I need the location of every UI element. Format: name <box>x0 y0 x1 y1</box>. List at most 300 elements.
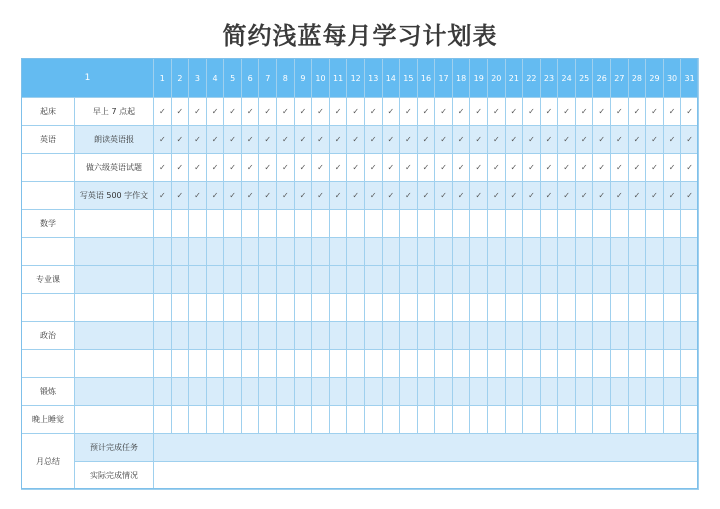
day-cell[interactable] <box>189 406 207 434</box>
day-cell[interactable] <box>400 350 418 378</box>
day-cell[interactable] <box>663 322 681 350</box>
day-cell[interactable] <box>294 350 312 378</box>
day-cell[interactable] <box>154 322 172 350</box>
day-cell[interactable] <box>224 238 242 266</box>
day-cell[interactable] <box>646 322 664 350</box>
day-cell[interactable] <box>189 378 207 406</box>
check-mark-icon[interactable]: ✓ <box>523 98 541 126</box>
check-mark-icon[interactable]: ✓ <box>417 126 435 154</box>
day-cell[interactable] <box>347 266 365 294</box>
day-cell[interactable] <box>224 210 242 238</box>
day-cell[interactable] <box>452 294 470 322</box>
day-cell[interactable] <box>611 238 629 266</box>
day-cell[interactable] <box>452 406 470 434</box>
day-cell[interactable] <box>417 210 435 238</box>
day-cell[interactable] <box>488 210 506 238</box>
day-cell[interactable] <box>224 266 242 294</box>
day-cell[interactable] <box>206 406 224 434</box>
check-mark-icon[interactable]: ✓ <box>452 98 470 126</box>
check-mark-icon[interactable]: ✓ <box>681 126 699 154</box>
day-cell[interactable] <box>294 294 312 322</box>
check-mark-icon[interactable]: ✓ <box>294 126 312 154</box>
day-cell[interactable] <box>312 378 330 406</box>
day-cell[interactable] <box>611 322 629 350</box>
day-cell[interactable] <box>171 238 189 266</box>
check-mark-icon[interactable]: ✓ <box>628 154 646 182</box>
day-cell[interactable] <box>663 210 681 238</box>
check-mark-icon[interactable]: ✓ <box>540 126 558 154</box>
check-mark-icon[interactable]: ✓ <box>505 126 523 154</box>
day-cell[interactable] <box>575 406 593 434</box>
day-cell[interactable] <box>681 322 699 350</box>
day-cell[interactable] <box>523 322 541 350</box>
day-cell[interactable] <box>171 294 189 322</box>
day-cell[interactable] <box>435 210 453 238</box>
check-mark-icon[interactable]: ✓ <box>241 126 259 154</box>
check-mark-icon[interactable]: ✓ <box>277 182 295 210</box>
day-cell[interactable] <box>488 322 506 350</box>
day-cell[interactable] <box>259 238 277 266</box>
check-mark-icon[interactable]: ✓ <box>364 154 382 182</box>
day-cell[interactable] <box>452 266 470 294</box>
day-cell[interactable] <box>277 406 295 434</box>
day-cell[interactable] <box>312 238 330 266</box>
day-cell[interactable] <box>189 210 207 238</box>
day-cell[interactable] <box>364 210 382 238</box>
check-mark-icon[interactable]: ✓ <box>435 98 453 126</box>
day-cell[interactable] <box>488 266 506 294</box>
day-cell[interactable] <box>523 406 541 434</box>
day-cell[interactable] <box>259 210 277 238</box>
day-cell[interactable] <box>189 294 207 322</box>
day-cell[interactable] <box>663 378 681 406</box>
day-cell[interactable] <box>611 378 629 406</box>
check-mark-icon[interactable]: ✓ <box>259 98 277 126</box>
day-cell[interactable] <box>400 406 418 434</box>
day-cell[interactable] <box>628 406 646 434</box>
day-cell[interactable] <box>435 266 453 294</box>
check-mark-icon[interactable]: ✓ <box>312 154 330 182</box>
day-cell[interactable] <box>171 322 189 350</box>
day-cell[interactable] <box>593 266 611 294</box>
check-mark-icon[interactable]: ✓ <box>663 98 681 126</box>
day-cell[interactable] <box>470 406 488 434</box>
check-mark-icon[interactable]: ✓ <box>154 98 172 126</box>
day-cell[interactable] <box>417 406 435 434</box>
day-cell[interactable] <box>400 378 418 406</box>
day-cell[interactable] <box>523 350 541 378</box>
day-cell[interactable] <box>505 350 523 378</box>
check-mark-icon[interactable]: ✓ <box>400 126 418 154</box>
day-cell[interactable] <box>364 406 382 434</box>
check-mark-icon[interactable]: ✓ <box>505 98 523 126</box>
day-cell[interactable] <box>663 350 681 378</box>
day-cell[interactable] <box>575 238 593 266</box>
day-cell[interactable] <box>189 266 207 294</box>
day-cell[interactable] <box>312 210 330 238</box>
day-cell[interactable] <box>400 294 418 322</box>
check-mark-icon[interactable]: ✓ <box>400 182 418 210</box>
planned-input[interactable] <box>154 434 699 462</box>
day-cell[interactable] <box>224 378 242 406</box>
check-mark-icon[interactable]: ✓ <box>575 154 593 182</box>
day-cell[interactable] <box>206 378 224 406</box>
day-cell[interactable] <box>277 322 295 350</box>
day-cell[interactable] <box>558 238 576 266</box>
day-cell[interactable] <box>558 322 576 350</box>
check-mark-icon[interactable]: ✓ <box>575 98 593 126</box>
day-cell[interactable] <box>259 322 277 350</box>
check-mark-icon[interactable]: ✓ <box>224 154 242 182</box>
day-cell[interactable] <box>663 294 681 322</box>
day-cell[interactable] <box>347 238 365 266</box>
day-cell[interactable] <box>382 350 400 378</box>
day-cell[interactable] <box>277 210 295 238</box>
check-mark-icon[interactable]: ✓ <box>400 98 418 126</box>
check-mark-icon[interactable]: ✓ <box>558 182 576 210</box>
day-cell[interactable] <box>452 238 470 266</box>
check-mark-icon[interactable]: ✓ <box>523 182 541 210</box>
check-mark-icon[interactable]: ✓ <box>646 98 664 126</box>
day-cell[interactable] <box>435 350 453 378</box>
check-mark-icon[interactable]: ✓ <box>277 98 295 126</box>
day-cell[interactable] <box>364 378 382 406</box>
day-cell[interactable] <box>488 406 506 434</box>
check-mark-icon[interactable]: ✓ <box>206 126 224 154</box>
check-mark-icon[interactable]: ✓ <box>488 182 506 210</box>
day-cell[interactable] <box>663 266 681 294</box>
day-cell[interactable] <box>417 294 435 322</box>
day-cell[interactable] <box>558 210 576 238</box>
day-cell[interactable] <box>241 378 259 406</box>
day-cell[interactable] <box>171 406 189 434</box>
day-cell[interactable] <box>681 294 699 322</box>
check-mark-icon[interactable]: ✓ <box>435 154 453 182</box>
day-cell[interactable] <box>206 238 224 266</box>
day-cell[interactable] <box>417 378 435 406</box>
day-cell[interactable] <box>470 294 488 322</box>
check-mark-icon[interactable]: ✓ <box>523 126 541 154</box>
check-mark-icon[interactable]: ✓ <box>646 126 664 154</box>
check-mark-icon[interactable]: ✓ <box>628 98 646 126</box>
check-mark-icon[interactable]: ✓ <box>452 126 470 154</box>
day-cell[interactable] <box>364 322 382 350</box>
day-cell[interactable] <box>681 210 699 238</box>
day-cell[interactable] <box>540 238 558 266</box>
day-cell[interactable] <box>452 378 470 406</box>
check-mark-icon[interactable]: ✓ <box>347 98 365 126</box>
day-cell[interactable] <box>488 294 506 322</box>
check-mark-icon[interactable]: ✓ <box>224 126 242 154</box>
check-mark-icon[interactable]: ✓ <box>382 98 400 126</box>
check-mark-icon[interactable]: ✓ <box>154 154 172 182</box>
day-cell[interactable] <box>312 322 330 350</box>
check-mark-icon[interactable]: ✓ <box>575 182 593 210</box>
check-mark-icon[interactable]: ✓ <box>347 154 365 182</box>
check-mark-icon[interactable]: ✓ <box>593 182 611 210</box>
day-cell[interactable] <box>224 322 242 350</box>
check-mark-icon[interactable]: ✓ <box>382 126 400 154</box>
day-cell[interactable] <box>347 378 365 406</box>
day-cell[interactable] <box>241 350 259 378</box>
day-cell[interactable] <box>329 266 347 294</box>
day-cell[interactable] <box>558 406 576 434</box>
day-cell[interactable] <box>575 294 593 322</box>
day-cell[interactable] <box>435 238 453 266</box>
day-cell[interactable] <box>628 322 646 350</box>
check-mark-icon[interactable]: ✓ <box>681 154 699 182</box>
day-cell[interactable] <box>312 266 330 294</box>
check-mark-icon[interactable]: ✓ <box>611 98 629 126</box>
day-cell[interactable] <box>593 294 611 322</box>
check-mark-icon[interactable]: ✓ <box>171 182 189 210</box>
day-cell[interactable] <box>646 378 664 406</box>
day-cell[interactable] <box>470 350 488 378</box>
day-cell[interactable] <box>189 238 207 266</box>
check-mark-icon[interactable]: ✓ <box>417 182 435 210</box>
day-cell[interactable] <box>382 238 400 266</box>
check-mark-icon[interactable]: ✓ <box>154 126 172 154</box>
day-cell[interactable] <box>364 350 382 378</box>
day-cell[interactable] <box>224 350 242 378</box>
check-mark-icon[interactable]: ✓ <box>646 182 664 210</box>
day-cell[interactable] <box>663 406 681 434</box>
day-cell[interactable] <box>558 266 576 294</box>
check-mark-icon[interactable]: ✓ <box>241 182 259 210</box>
day-cell[interactable] <box>505 406 523 434</box>
day-cell[interactable] <box>154 294 172 322</box>
check-mark-icon[interactable]: ✓ <box>470 126 488 154</box>
day-cell[interactable] <box>470 378 488 406</box>
check-mark-icon[interactable]: ✓ <box>171 126 189 154</box>
day-cell[interactable] <box>241 210 259 238</box>
check-mark-icon[interactable]: ✓ <box>488 126 506 154</box>
day-cell[interactable] <box>663 238 681 266</box>
day-cell[interactable] <box>505 210 523 238</box>
day-cell[interactable] <box>575 378 593 406</box>
check-mark-icon[interactable]: ✓ <box>189 154 207 182</box>
check-mark-icon[interactable]: ✓ <box>435 126 453 154</box>
day-cell[interactable] <box>171 210 189 238</box>
check-mark-icon[interactable]: ✓ <box>294 182 312 210</box>
day-cell[interactable] <box>628 350 646 378</box>
day-cell[interactable] <box>259 266 277 294</box>
day-cell[interactable] <box>540 210 558 238</box>
day-cell[interactable] <box>224 294 242 322</box>
day-cell[interactable] <box>611 210 629 238</box>
check-mark-icon[interactable]: ✓ <box>189 126 207 154</box>
day-cell[interactable] <box>435 322 453 350</box>
check-mark-icon[interactable]: ✓ <box>593 98 611 126</box>
day-cell[interactable] <box>329 350 347 378</box>
day-cell[interactable] <box>681 406 699 434</box>
day-cell[interactable] <box>628 210 646 238</box>
check-mark-icon[interactable]: ✓ <box>347 126 365 154</box>
check-mark-icon[interactable]: ✓ <box>663 154 681 182</box>
day-cell[interactable] <box>470 266 488 294</box>
day-cell[interactable] <box>470 238 488 266</box>
check-mark-icon[interactable]: ✓ <box>294 98 312 126</box>
day-cell[interactable] <box>206 294 224 322</box>
day-cell[interactable] <box>488 378 506 406</box>
day-cell[interactable] <box>646 210 664 238</box>
day-cell[interactable] <box>382 322 400 350</box>
day-cell[interactable] <box>277 266 295 294</box>
day-cell[interactable] <box>241 238 259 266</box>
day-cell[interactable] <box>347 406 365 434</box>
check-mark-icon[interactable]: ✓ <box>382 182 400 210</box>
check-mark-icon[interactable]: ✓ <box>364 182 382 210</box>
check-mark-icon[interactable]: ✓ <box>558 154 576 182</box>
day-cell[interactable] <box>417 322 435 350</box>
day-cell[interactable] <box>628 238 646 266</box>
day-cell[interactable] <box>505 322 523 350</box>
day-cell[interactable] <box>417 350 435 378</box>
check-mark-icon[interactable]: ✓ <box>259 154 277 182</box>
check-mark-icon[interactable]: ✓ <box>347 182 365 210</box>
day-cell[interactable] <box>382 406 400 434</box>
check-mark-icon[interactable]: ✓ <box>171 154 189 182</box>
check-mark-icon[interactable]: ✓ <box>312 182 330 210</box>
day-cell[interactable] <box>329 238 347 266</box>
day-cell[interactable] <box>189 322 207 350</box>
day-cell[interactable] <box>593 378 611 406</box>
check-mark-icon[interactable]: ✓ <box>435 182 453 210</box>
day-cell[interactable] <box>681 378 699 406</box>
day-cell[interactable] <box>294 322 312 350</box>
day-cell[interactable] <box>505 238 523 266</box>
check-mark-icon[interactable]: ✓ <box>224 98 242 126</box>
day-cell[interactable] <box>593 322 611 350</box>
day-cell[interactable] <box>154 406 172 434</box>
day-cell[interactable] <box>259 294 277 322</box>
check-mark-icon[interactable]: ✓ <box>277 126 295 154</box>
check-mark-icon[interactable]: ✓ <box>593 126 611 154</box>
day-cell[interactable] <box>540 322 558 350</box>
day-cell[interactable] <box>593 238 611 266</box>
day-cell[interactable] <box>540 350 558 378</box>
check-mark-icon[interactable]: ✓ <box>171 98 189 126</box>
day-cell[interactable] <box>470 322 488 350</box>
day-cell[interactable] <box>382 210 400 238</box>
check-mark-icon[interactable]: ✓ <box>540 154 558 182</box>
check-mark-icon[interactable]: ✓ <box>505 154 523 182</box>
day-cell[interactable] <box>259 406 277 434</box>
day-cell[interactable] <box>558 378 576 406</box>
day-cell[interactable] <box>259 378 277 406</box>
day-cell[interactable] <box>364 294 382 322</box>
check-mark-icon[interactable]: ✓ <box>505 182 523 210</box>
day-cell[interactable] <box>646 406 664 434</box>
check-mark-icon[interactable]: ✓ <box>470 98 488 126</box>
day-cell[interactable] <box>294 238 312 266</box>
check-mark-icon[interactable]: ✓ <box>189 98 207 126</box>
day-cell[interactable] <box>523 238 541 266</box>
day-cell[interactable] <box>628 294 646 322</box>
check-mark-icon[interactable]: ✓ <box>646 154 664 182</box>
check-mark-icon[interactable]: ✓ <box>663 182 681 210</box>
check-mark-icon[interactable]: ✓ <box>611 126 629 154</box>
check-mark-icon[interactable]: ✓ <box>523 154 541 182</box>
day-cell[interactable] <box>347 322 365 350</box>
day-cell[interactable] <box>400 322 418 350</box>
check-mark-icon[interactable]: ✓ <box>206 98 224 126</box>
day-cell[interactable] <box>646 350 664 378</box>
day-cell[interactable] <box>329 322 347 350</box>
check-mark-icon[interactable]: ✓ <box>488 154 506 182</box>
check-mark-icon[interactable]: ✓ <box>628 182 646 210</box>
day-cell[interactable] <box>382 266 400 294</box>
day-cell[interactable] <box>611 266 629 294</box>
day-cell[interactable] <box>277 350 295 378</box>
check-mark-icon[interactable]: ✓ <box>329 182 347 210</box>
check-mark-icon[interactable]: ✓ <box>628 126 646 154</box>
day-cell[interactable] <box>224 406 242 434</box>
day-cell[interactable] <box>611 350 629 378</box>
day-cell[interactable] <box>593 350 611 378</box>
check-mark-icon[interactable]: ✓ <box>329 126 347 154</box>
check-mark-icon[interactable]: ✓ <box>241 98 259 126</box>
day-cell[interactable] <box>646 266 664 294</box>
check-mark-icon[interactable]: ✓ <box>206 154 224 182</box>
check-mark-icon[interactable]: ✓ <box>277 154 295 182</box>
check-mark-icon[interactable]: ✓ <box>241 154 259 182</box>
check-mark-icon[interactable]: ✓ <box>259 182 277 210</box>
day-cell[interactable] <box>628 378 646 406</box>
day-cell[interactable] <box>206 350 224 378</box>
day-cell[interactable] <box>435 378 453 406</box>
day-cell[interactable] <box>294 378 312 406</box>
day-cell[interactable] <box>523 210 541 238</box>
day-cell[interactable] <box>277 238 295 266</box>
day-cell[interactable] <box>575 350 593 378</box>
day-cell[interactable] <box>435 294 453 322</box>
day-cell[interactable] <box>189 350 207 378</box>
day-cell[interactable] <box>452 322 470 350</box>
day-cell[interactable] <box>452 210 470 238</box>
check-mark-icon[interactable]: ✓ <box>154 182 172 210</box>
day-cell[interactable] <box>382 294 400 322</box>
check-mark-icon[interactable]: ✓ <box>488 98 506 126</box>
day-cell[interactable] <box>593 406 611 434</box>
day-cell[interactable] <box>681 350 699 378</box>
check-mark-icon[interactable]: ✓ <box>329 98 347 126</box>
day-cell[interactable] <box>347 350 365 378</box>
check-mark-icon[interactable]: ✓ <box>470 154 488 182</box>
day-cell[interactable] <box>154 210 172 238</box>
check-mark-icon[interactable]: ✓ <box>681 98 699 126</box>
check-mark-icon[interactable]: ✓ <box>382 154 400 182</box>
day-cell[interactable] <box>154 378 172 406</box>
day-cell[interactable] <box>417 238 435 266</box>
day-cell[interactable] <box>488 350 506 378</box>
day-cell[interactable] <box>277 378 295 406</box>
day-cell[interactable] <box>575 322 593 350</box>
day-cell[interactable] <box>241 294 259 322</box>
day-cell[interactable] <box>523 378 541 406</box>
check-mark-icon[interactable]: ✓ <box>470 182 488 210</box>
check-mark-icon[interactable]: ✓ <box>312 126 330 154</box>
day-cell[interactable] <box>347 294 365 322</box>
day-cell[interactable] <box>681 238 699 266</box>
day-cell[interactable] <box>593 210 611 238</box>
day-cell[interactable] <box>540 266 558 294</box>
day-cell[interactable] <box>452 350 470 378</box>
day-cell[interactable] <box>400 238 418 266</box>
day-cell[interactable] <box>294 266 312 294</box>
day-cell[interactable] <box>505 266 523 294</box>
day-cell[interactable] <box>241 322 259 350</box>
